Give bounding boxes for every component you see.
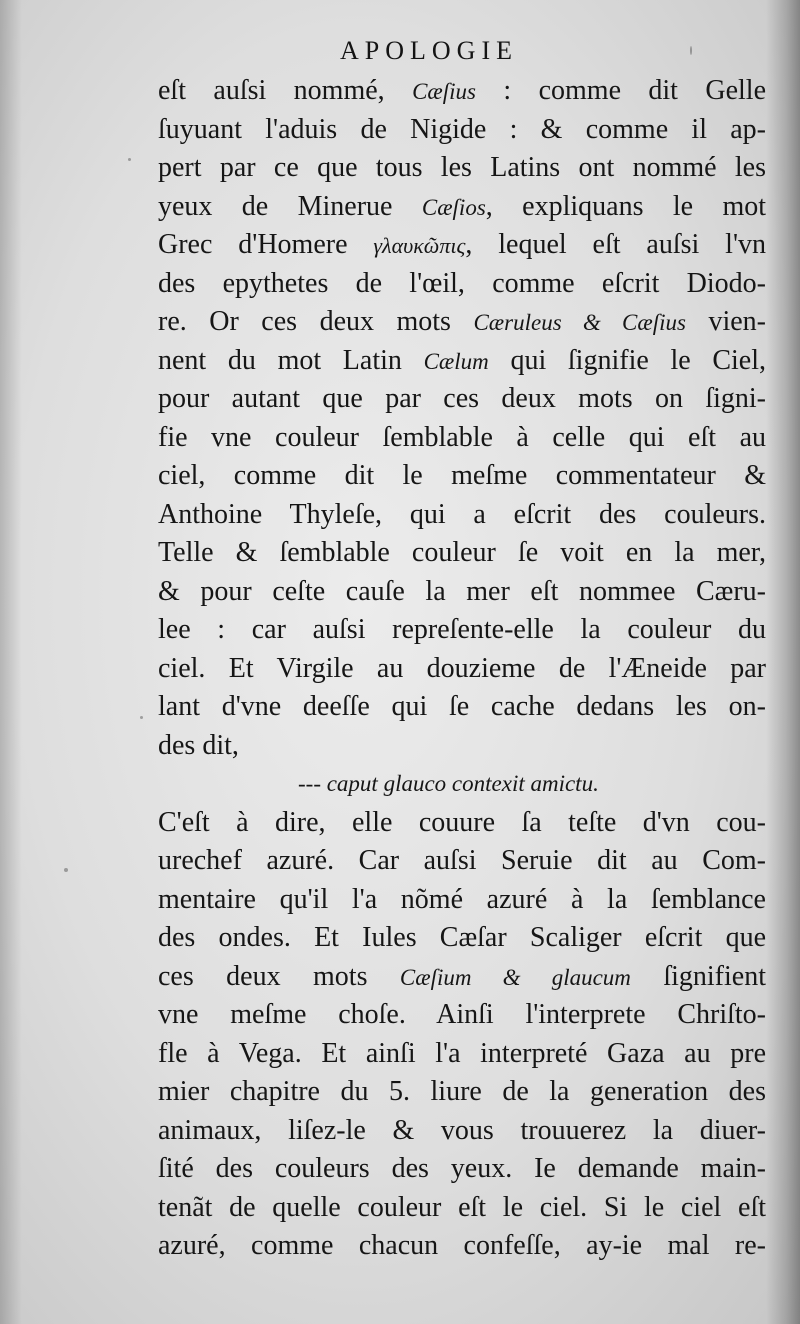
paper-speck <box>64 868 68 872</box>
text-segment: ciel, comme dit le meſme commentateur & <box>158 460 766 491</box>
text-segment: pert par ce que tous les Latins ont nommé les <box>158 152 766 183</box>
text-line <box>158 650 766 689</box>
text-line <box>158 611 766 650</box>
text-line <box>158 1150 766 1189</box>
text-segment: re. Or ces deux mots <box>158 306 474 337</box>
text-line <box>158 688 766 727</box>
italic-phrase: Cæſium & glaucum <box>399 964 631 990</box>
text-line <box>158 1189 766 1228</box>
text-segment: fie vne couleur ſemblable à celle qui eſt au <box>158 421 766 453</box>
italic-phrase: Cæſios <box>421 194 486 220</box>
text-segment: des dit, <box>158 729 239 761</box>
text-segment: azuré, comme chacun confeſſe, ay-ie mal re- <box>158 1230 766 1261</box>
text-line <box>158 111 766 150</box>
text-segment: ſité des couleurs des yeux. Ie demande main- <box>158 1153 766 1184</box>
text-segment: , expliquans le mot <box>485 190 766 222</box>
text-segment: nent du mot Latin <box>158 344 424 376</box>
text-line <box>158 149 766 188</box>
text-segment: Anthoine Thyleſe, qui a eſcrit des couleurs. <box>158 498 766 530</box>
italic-phrase: Cælum <box>423 348 489 374</box>
text-line <box>158 226 766 265</box>
text-segment: , lequel eſt auſsi l'vn <box>465 229 767 260</box>
text-segment: animaux, liſez-le & vous trouuerez la diuer- <box>158 1114 766 1146</box>
text-segment: lee : car auſsi repreſente-elle la couleur du <box>158 614 766 645</box>
text-segment: pour autant que par ces deux mots on ſigni- <box>158 383 766 414</box>
text-line <box>158 303 766 342</box>
text-segment: eſt auſsi nommé, <box>158 75 413 106</box>
text-line <box>158 958 766 997</box>
text-segment: tenãt de quelle couleur eſt le ciel. Si le ciel eſt <box>158 1191 766 1223</box>
text-segment: urechef azuré. Car auſsi Seruie dit au Com- <box>158 845 766 876</box>
text-line <box>158 881 766 920</box>
text-line <box>158 996 766 1035</box>
text-line <box>158 1073 766 1112</box>
text-line <box>158 573 766 612</box>
verse-quotation <box>158 765 766 804</box>
italic-phrase: Cæruleus & Cæſius <box>473 310 686 335</box>
text-segment: --- caput glauco contexit amictu. <box>298 771 599 796</box>
text-line <box>158 419 766 458</box>
page-left-shadow <box>0 0 22 1324</box>
page-gutter-shadow <box>766 0 800 1324</box>
text-segment: ſuyuant l'aduis de Nigide : & comme il ap- <box>158 113 766 145</box>
text-segment: & pour ceſte cauſe la mer eſt nommee Cæru- <box>158 575 766 607</box>
italic-phrase: Cæſius <box>412 79 476 104</box>
text-line <box>158 72 766 111</box>
text-line <box>158 457 766 496</box>
greek-word: γλαυκῶπις <box>373 233 466 258</box>
text-segment: ſignifient <box>630 960 766 992</box>
text-line <box>158 1227 766 1266</box>
text-line <box>158 1035 766 1074</box>
text-segment: yeux de Minerue <box>158 190 422 222</box>
text-segment: fle à Vega. Et ainſi l'a interpreté Gaza au pre <box>158 1037 766 1069</box>
text-segment: ciel. Et Virgile au douzieme de l'Æneide par <box>158 652 766 684</box>
text-segment: C'eſt à dire, elle couure ſa teſte d'vn cou- <box>158 806 766 838</box>
text-line <box>158 265 766 304</box>
paper-speck <box>690 46 692 55</box>
text-line <box>158 804 766 843</box>
text-line <box>158 727 766 766</box>
text-line <box>158 188 766 227</box>
text-segment: qui ſignifie le Ciel, <box>488 344 766 376</box>
text-line <box>158 496 766 535</box>
paper-speck <box>140 716 143 719</box>
running-head: APOLOGIE <box>340 36 518 65</box>
text-line <box>158 342 766 381</box>
paper-speck <box>128 158 131 161</box>
text-segment: vien- <box>685 306 767 337</box>
text-segment: Grec d'Homere <box>158 229 374 260</box>
text-line <box>158 380 766 419</box>
text-segment: mier chapitre du 5. liure de la generation des <box>158 1076 766 1107</box>
text-line <box>158 534 766 573</box>
text-segment: : comme dit Gelle <box>476 75 767 106</box>
text-segment: vne meſme choſe. Ainſi l'interprete Chriſto- <box>158 999 766 1030</box>
text-line <box>158 842 766 881</box>
text-segment: des epythetes de l'œil, comme eſcrit Diodo- <box>158 267 766 299</box>
text-segment: des ondes. Et Iules Cæſar Scaliger eſcrit que <box>158 922 766 953</box>
text-segment: Telle & ſemblable couleur ſe voit en la mer, <box>158 537 766 568</box>
text-segment: mentaire qu'il l'a nõmé azuré à la ſemblance <box>158 883 766 915</box>
text-segment: ces deux mots <box>158 960 400 992</box>
text-segment: lant d'vne deeſſe qui ſe cache dedans les on- <box>158 691 766 722</box>
body-text <box>158 72 766 1266</box>
text-line <box>158 1112 766 1151</box>
text-line <box>158 919 766 958</box>
